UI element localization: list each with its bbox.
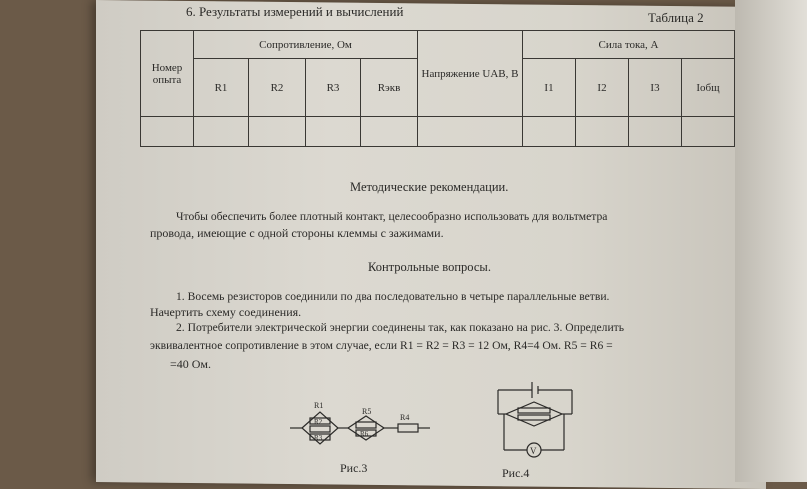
header-voltage [418,31,523,117]
fig3-label-r6: R6 [360,430,369,438]
figure-4-circuit [492,378,582,474]
measurement-table [140,30,735,147]
table-cell [194,117,249,147]
fig3-label-r2: R2 [314,418,323,426]
figure-3-caption: Рис.3 [340,461,368,475]
question-1-line-2: Начертить схему соединения. [150,305,302,319]
table-cell [306,117,361,147]
header-current-text: Сила тока, А [598,38,659,51]
table-cell [418,117,523,147]
question-2-line-2: эквивалентное сопротивление в этом случае, если R1 = R2 = R3 = 12 Ом, R4=4 Ом. R5 = R6 = [150,339,613,352]
header-number [141,31,194,117]
question-2-line-3: =40 Ом. [170,357,212,371]
methodical-title: Методические рекомендации. [350,180,509,194]
subhead-itotal: Iобщ [682,59,735,117]
table-cell [629,117,682,147]
methodical-line-2: провода, имеющие с одной стороны клеммы с зажимами. [150,226,444,240]
header-voltage-text: Напряжение UАВ, В [421,67,519,80]
header-number-text: Номер опыта [151,61,183,86]
subhead-i2: I2 [576,59,629,117]
subhead-i3: I3 [629,59,682,117]
fig3-label-r4: R4 [400,413,410,422]
subhead-r3: R3 [306,59,361,117]
table-label: Таблица 2 [648,10,704,25]
table-cell [361,117,418,147]
table-cell [141,117,194,147]
fig3-label-r5: R5 [362,407,372,416]
header-resistance-text: Сопротивление, Ом [259,38,352,51]
subhead-r1: R1 [194,59,249,117]
methodical-line-1: Чтобы обеспечить более плотный контакт, целесообразно использовать для вольтметра [176,210,608,223]
question-2-line-1: 2. Потребители электрической энергии соединены так, как показано на рис. 3. Определить [176,321,625,334]
table-cell [523,117,576,147]
table-cell [249,117,306,147]
section-title: 6. Результаты измерений и вычислений [186,4,404,19]
figure-3-circuit [290,390,440,460]
header-resistance [194,31,418,59]
header-current [523,31,735,59]
subhead-i1: I1 [523,59,576,117]
subhead-req: Rэкв [361,59,418,117]
subhead-r2: R2 [249,59,306,117]
figure-4-caption: Рис.4 [502,466,530,480]
fig3-label-r1: R1 [314,401,324,410]
questions-title: Контрольные вопросы. [368,260,491,274]
question-1-line-1: 1. Восемь резисторов соединили по два последовательно в четыре параллельные ветви. [176,290,610,303]
adjacent-sheet [735,0,807,482]
fig3-label-r3: R3 [314,434,323,442]
table-cell [576,117,629,147]
voltmeter-icon: V [530,446,537,456]
table-cell [682,117,735,147]
